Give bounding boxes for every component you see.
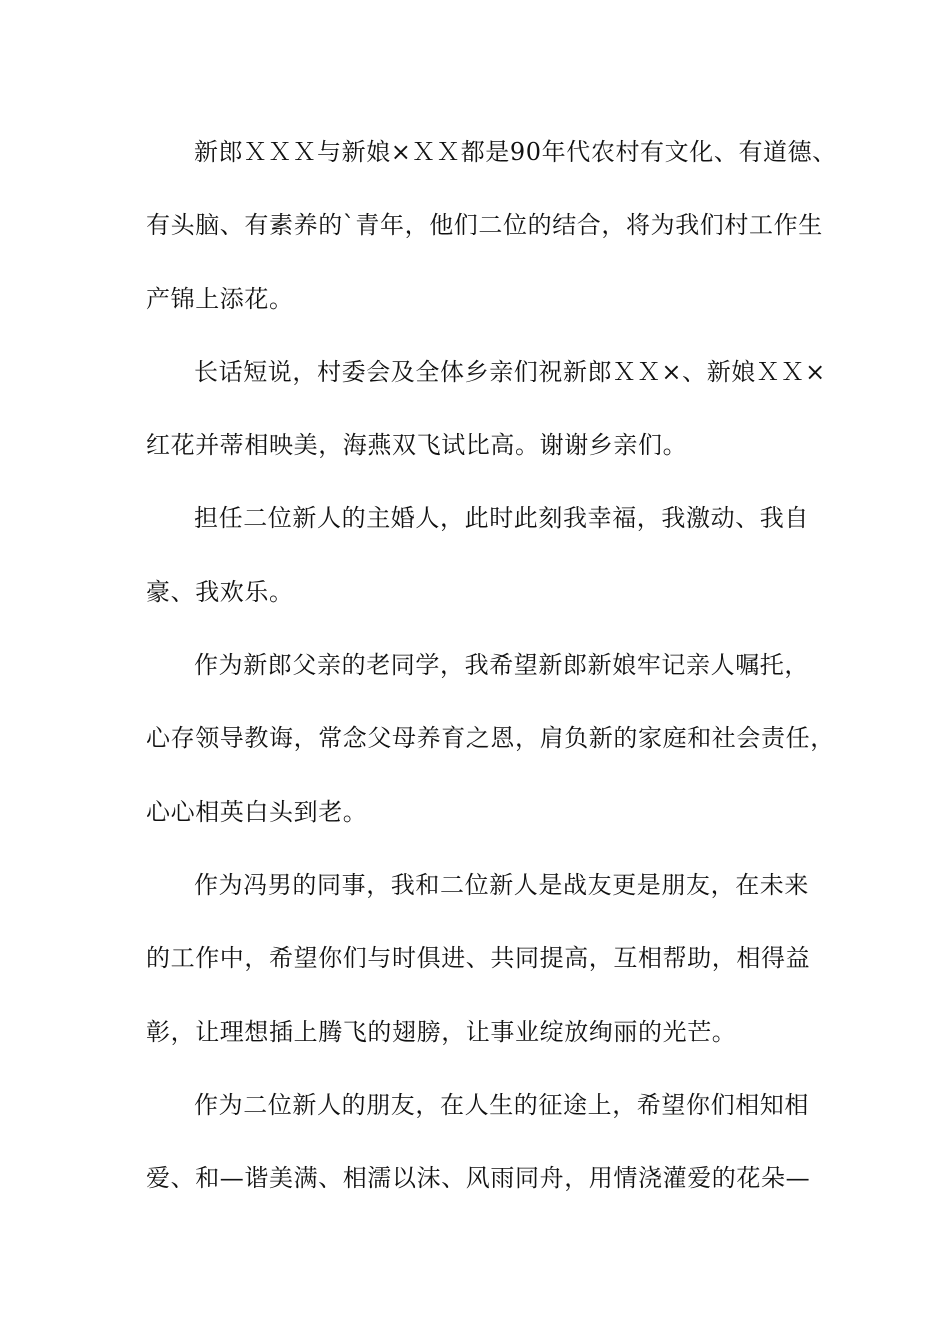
document-body: [146, 128, 836, 1227]
paragraph-2-line-1: 长话短说，村委会及全体乡亲们祝新郎ＸＸ×、新娘ＸＸ×: [194, 357, 826, 386]
paragraph-3-line-2: 豪、我欢乐。: [146, 577, 294, 606]
paragraph-6-line-1: 作为二位新人的朋友，在人生的征途上，希望你们相知相: [194, 1090, 809, 1119]
paragraph-5-line-2: 的工作中，希望你们与时俱进、共同提高，互相帮助，相得益: [146, 944, 811, 973]
paragraph-1-line-3: 产锦上添花。: [146, 284, 294, 313]
paragraph-4-line-1: 作为新郎父亲的老同学，我希望新郎新娘牢记亲人嘱托，: [194, 651, 809, 680]
paragraph-2-line-2: 红花并蒂相映美，海燕双飞试比高。谢谢乡亲们。: [146, 431, 688, 460]
paragraph-1-line-1: 新郎ＸＸＸ与新娘×ＸＸ都是90年代农村有文化、有道德、: [194, 138, 837, 166]
paragraph-3-line-1: 担任二位新人的主婚人，此时此刻我幸福，我激动、我自: [194, 504, 809, 533]
paragraph-5-line-1: 作为冯男的同事，我和二位新人是战友更是朋友，在未来: [194, 870, 809, 899]
paragraph-1-line-2: 有头脑、有素养的`青年，他们二位的结合，将为我们村工作生: [146, 211, 823, 240]
paragraph-6-line-2: 爱、和—谐美满、相濡以沫、风雨同舟，用情浇灌爱的花朵—: [146, 1164, 811, 1193]
paragraph-4-line-2: 心存领导教诲，常念父母养育之恩，肩负新的家庭和社会责任，: [146, 724, 835, 753]
paragraph-4-line-3: 心心相英白头到老。: [146, 797, 368, 826]
paragraph-5-line-3: 彰，让理想插上腾飞的翅膀，让事业绽放绚丽的光芒。: [146, 1017, 737, 1046]
